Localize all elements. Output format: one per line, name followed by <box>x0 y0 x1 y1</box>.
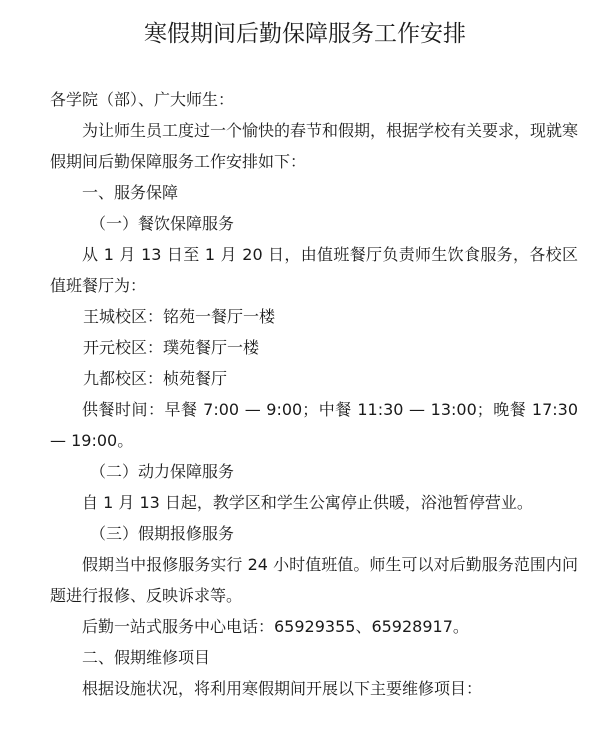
meal-hours: 供餐时间：早餐 7:00 — 9:00；中餐 11:30 — 13:00；晚餐 17:30 — 19:00。 <box>50 400 578 450</box>
document-title: 寒假期间后勤保障服务工作安排 <box>144 21 466 47</box>
campus-item: 开元校区：璞苑餐厅一楼 <box>83 338 260 357</box>
maintenance-paragraph: 根据设施状况，将利用寒假期间开展以下主要维修项目： <box>82 679 483 698</box>
intro-paragraph: 为让师生员工度过一个愉快的春节和假期，根据学校有关要求，现就寒假期间后勤保障服务工作安排如下： <box>50 121 579 171</box>
power-paragraph: 自 1 月 13 日起，教学区和学生公寓停止供暖，浴池暂停营业。 <box>82 493 533 512</box>
campus-item: 王城校区：铭苑一餐厅一楼 <box>83 307 276 326</box>
repair-paragraph: 假期当中报修服务实行 24 小时值班值。师生可以对后勤服务范围内问题进行报修、反映诉求等。 <box>50 555 578 605</box>
subsection-heading-repair: （三）假期报修服务 <box>90 524 235 543</box>
catering-paragraph: 从 1 月 13 日至 1 月 20 日，由值班餐厅负责师生饮食服务，各校区值班餐厅为： <box>50 245 578 295</box>
service-hotline: 后勤一站式服务中心电话：65929355、65928917。 <box>82 617 469 636</box>
section-heading-service: 一、服务保障 <box>82 183 179 202</box>
subsection-heading-catering: （一）餐饮保障服务 <box>90 214 235 233</box>
campus-item: 九都校区：桢苑餐厅 <box>83 369 228 388</box>
document-body <box>50 84 578 704</box>
salutation: 各学院（部）、广大师生： <box>50 90 235 109</box>
section-heading-maintenance: 二、假期维修项目 <box>82 648 211 667</box>
subsection-heading-power: （二）动力保障服务 <box>90 462 235 481</box>
